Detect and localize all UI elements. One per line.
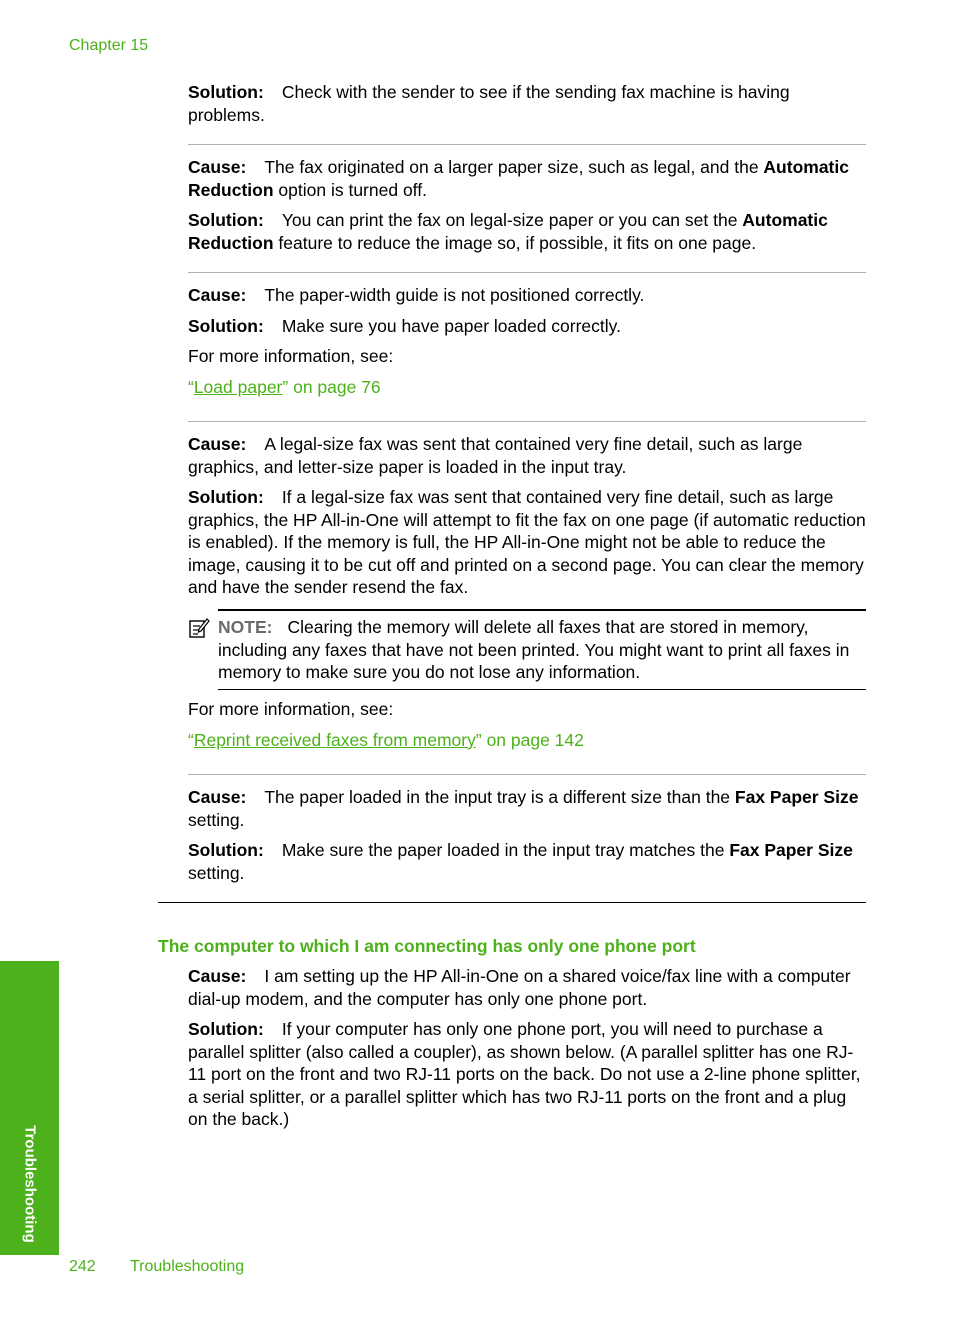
note-bottom-rule bbox=[218, 689, 866, 690]
cause-text-end: setting. bbox=[188, 809, 245, 830]
cause-label: Cause: bbox=[188, 787, 247, 807]
cause-text: A legal-size fax was sent that contained very fine detail, such as large graphics, and letter-size paper is loaded in the input tray. bbox=[188, 434, 803, 477]
cause-paragraph bbox=[188, 284, 866, 307]
cause-block-fax-paper-size bbox=[188, 786, 866, 884]
note-top-rule bbox=[218, 609, 866, 611]
divider bbox=[188, 272, 866, 273]
solution-block-1 bbox=[188, 81, 866, 126]
link-page-ref: ” on page 142 bbox=[475, 729, 584, 750]
solution-label: Solution: bbox=[188, 840, 264, 860]
solution-bold-term: Fax Paper Size bbox=[729, 840, 853, 860]
solution-text: You can print the fax on legal-size paper or you can set the bbox=[281, 210, 743, 230]
footer-section: Troubleshooting bbox=[130, 1258, 245, 1275]
solution-paragraph bbox=[188, 81, 866, 126]
solution-label: Solution: bbox=[188, 1019, 264, 1039]
divider bbox=[188, 144, 866, 145]
solution-text: If a legal-size fax was sent that contained very fine detail, such as large graphics, the HP All-in-One will attempt to fit the fax on one page (if automatic reduction is enabled). If the memory is full, the HP All-in-One might not be able to reduce the image, causing it to be cut off and printed on a second page. You can clear the memory and have the sender resend the fax. bbox=[188, 487, 866, 597]
divider bbox=[188, 774, 866, 775]
solution-label: Solution: bbox=[188, 82, 264, 102]
cause-block-automatic-reduction bbox=[188, 156, 866, 254]
solution-text-end: setting. bbox=[188, 862, 245, 883]
cause-label: Cause: bbox=[188, 434, 247, 454]
cause-paragraph bbox=[188, 156, 866, 201]
cause-bold-term: Automatic Reduction bbox=[188, 157, 849, 200]
cause-text: The fax originated on a larger paper size, such as legal, and the bbox=[264, 157, 764, 177]
solution-text: Make sure you have paper loaded correctly. bbox=[281, 315, 621, 336]
cause-paragraph bbox=[188, 433, 866, 478]
solution-paragraph bbox=[188, 839, 866, 884]
more-info-text: For more information, see: bbox=[188, 346, 394, 366]
solution-label: Solution: bbox=[188, 487, 264, 507]
quote-open: “ bbox=[188, 376, 194, 397]
divider bbox=[188, 421, 866, 422]
solution-bold-term: Automatic Reduction bbox=[188, 210, 828, 253]
note-label: NOTE: bbox=[218, 617, 273, 637]
cause-text: The paper-width guide is not positioned correctly. bbox=[264, 285, 645, 305]
cause-bold-term: Fax Paper Size bbox=[734, 787, 859, 807]
solution-paragraph bbox=[188, 1018, 866, 1131]
more-info-block bbox=[188, 698, 866, 751]
section-divider bbox=[158, 902, 866, 903]
cause-label: Cause: bbox=[188, 966, 247, 986]
solution-paragraph bbox=[188, 486, 866, 599]
load-paper-link[interactable] bbox=[188, 376, 866, 399]
section-heading: The computer to which I am connecting has only one phone port bbox=[158, 936, 696, 956]
cause-text: The paper loaded in the input tray is a different size than the bbox=[264, 787, 735, 807]
note-text bbox=[218, 616, 866, 684]
solution-label: Solution: bbox=[188, 210, 264, 230]
chapter-header: Chapter 15 bbox=[69, 37, 149, 54]
link-text[interactable]: Reprint received faxes from memory bbox=[193, 729, 476, 750]
cause-label: Cause: bbox=[188, 285, 247, 305]
cause-block-legal-size bbox=[188, 433, 866, 599]
quote-open: “ bbox=[188, 729, 194, 750]
solution-paragraph bbox=[188, 209, 866, 254]
cause-paragraph bbox=[188, 786, 866, 831]
solution-text: Check with the sender to see if the sending fax machine is having problems. bbox=[188, 82, 790, 125]
more-info-text: For more information, see: bbox=[188, 699, 394, 719]
page-number: 242 bbox=[69, 1258, 96, 1275]
cause-text: I am setting up the HP All-in-One on a shared voice/fax line with a computer dial-up modem, and the computer has only one phone port. bbox=[188, 966, 851, 1009]
solution-paragraph bbox=[188, 315, 866, 338]
solution-text: If your computer has only one phone port, you will need to purchase a parallel splitter (also called a coupler), as shown below. (A parallel splitter has one RJ-11 port on the front and two RJ-11 ports on the back. Do not use a 2-line phone splitter, a serial splitter, or a parallel splitter which has two RJ-11 ports on the front and a plug on the back.) bbox=[188, 1019, 861, 1129]
cause-text-end: option is turned off. bbox=[273, 179, 427, 200]
note-pad-icon bbox=[188, 617, 210, 639]
cause-label: Cause: bbox=[188, 157, 247, 177]
link-text[interactable]: Load paper bbox=[193, 376, 283, 397]
side-tab-label: Troubleshooting bbox=[21, 1125, 39, 1243]
cause-block-paper-width bbox=[188, 284, 866, 398]
link-page-ref: ” on page 76 bbox=[282, 376, 381, 397]
solution-label: Solution: bbox=[188, 315, 264, 336]
reprint-faxes-link[interactable] bbox=[188, 729, 866, 752]
note-body: Clearing the memory will delete all faxes that are stored in memory, including any faxes that have not been printed. You might want to print all faxes in memory to make sure you do not lose any information. bbox=[218, 617, 850, 682]
solution-text: Make sure the paper loaded in the input tray matches the bbox=[281, 840, 730, 860]
section-body bbox=[188, 965, 866, 1131]
solution-text-end: feature to reduce the image so, if possible, it fits on one page. bbox=[273, 232, 757, 253]
cause-paragraph bbox=[188, 965, 866, 1010]
